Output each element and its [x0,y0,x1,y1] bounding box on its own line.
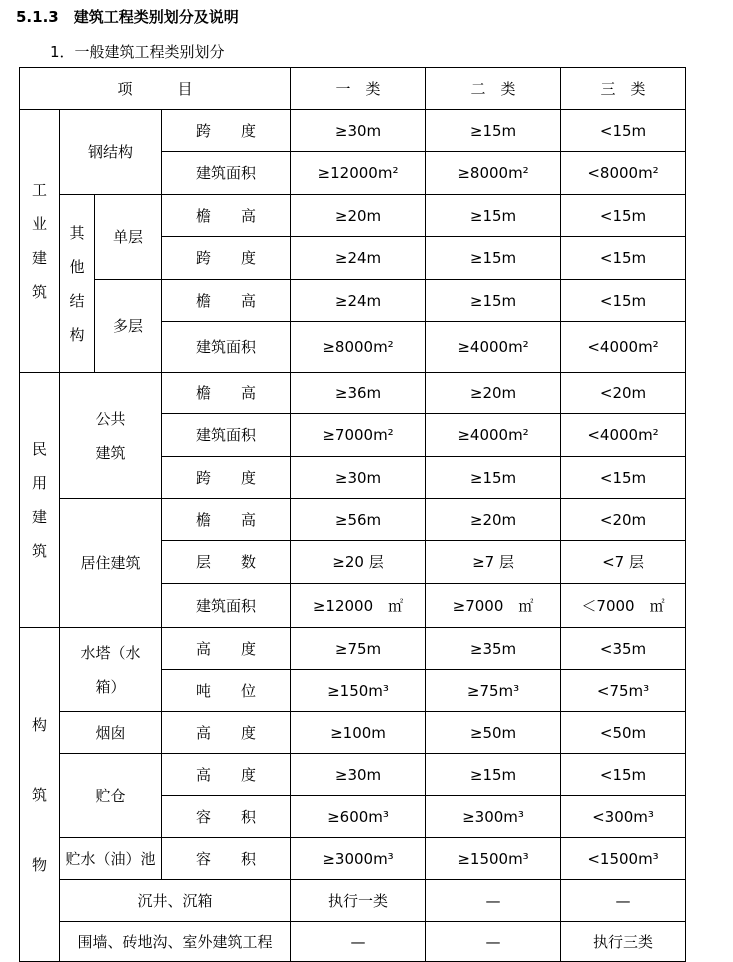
multi-storey: 多层 [95,280,162,373]
row-class1: — [291,922,426,962]
row-class2: ≥7000 ㎡ [426,584,561,628]
row-class3: <7 层 [561,541,686,584]
sink-well: 沉井、沉箱 [60,880,291,922]
row-class3: <20m [561,499,686,541]
row-item: 建筑面积 [162,584,291,628]
industrial-label: 工业建筑 [31,181,47,301]
row-class1: ≥30m [291,457,426,499]
table-row [20,628,686,670]
row-class1: 执行一类 [291,880,426,922]
row-class3: <15m [561,457,686,499]
table-row [20,373,686,414]
row-item: 容 积 [162,796,291,838]
building-class-table [19,67,686,962]
row-class1: ≥36m [291,373,426,414]
silo: 贮仓 [60,754,162,838]
civil-label: 民用建筑 [31,440,47,560]
table-row [20,880,686,922]
row-item: 高 度 [162,712,291,754]
row-class1: ≥20 层 [291,541,426,584]
row-item: 吨 位 [162,670,291,712]
other-structure [60,195,95,373]
row-class1: ≥30m [291,754,426,796]
storage-pool: 贮水（油）池 [60,838,162,880]
row-class1: ≥150m³ [291,670,426,712]
header-class1: 一 类 [291,68,426,110]
table-row [20,838,686,880]
row-item: 建筑面积 [162,322,291,373]
row-item: 檐 高 [162,195,291,237]
row-class3: <4000m² [561,414,686,457]
fence-works: 围墙、砖地沟、室外建筑工程 [60,922,291,962]
row-class3: <75m³ [561,670,686,712]
row-class3: <50m [561,712,686,754]
row-class2: — [426,880,561,922]
subsection-heading: 1．一般建筑工程类别划分 [50,43,225,61]
row-class3: <1500m³ [561,838,686,880]
structures-label: 构筑物 [31,715,47,874]
industrial-category [20,110,60,373]
row-item: 檐 高 [162,280,291,322]
single-storey: 单层 [95,195,162,280]
header-class2: 二 类 [426,68,561,110]
residential-building: 居住建筑 [60,499,162,628]
row-class1: ≥30m [291,110,426,152]
row-class1: ≥24m [291,280,426,322]
row-item: 檐 高 [162,499,291,541]
row-item: 建筑面积 [162,152,291,195]
row-class3: <4000m² [561,322,686,373]
row-class2: ≥15m [426,457,561,499]
row-class1: ≥12000 ㎡ [291,584,426,628]
table-row [20,754,686,796]
water-tower-label: 水塔（水箱） [80,643,141,696]
row-item: 高 度 [162,754,291,796]
row-class3: ＜7000 ㎡ [561,584,686,628]
table-row [20,712,686,754]
table-row [20,499,686,541]
row-class1: ≥600m³ [291,796,426,838]
row-class2: ≥15m [426,754,561,796]
civil-category [20,373,60,628]
row-class1: ≥12000m² [291,152,426,195]
row-class2: ≥20m [426,499,561,541]
row-class3: <8000m² [561,152,686,195]
row-class2: ≥35m [426,628,561,670]
row-class3: <15m [561,110,686,152]
table-row [20,280,686,322]
row-item: 跨 度 [162,457,291,499]
row-class2: ≥4000m² [426,414,561,457]
row-class2: ≥20m [426,373,561,414]
row-item: 层 数 [162,541,291,584]
row-item: 檐 高 [162,373,291,414]
section-heading: 5.1.3 建筑工程类别划分及说明 [16,8,239,26]
chimney: 烟囱 [60,712,162,754]
row-class2: ≥15m [426,237,561,280]
row-class2: — [426,922,561,962]
row-class2: ≥300m³ [426,796,561,838]
header-item: 项 目 [20,68,291,110]
table-header-row [20,68,686,110]
row-class1: ≥8000m² [291,322,426,373]
row-class1: ≥7000m² [291,414,426,457]
row-class3: <20m [561,373,686,414]
water-tower [60,628,162,712]
public-building [60,373,162,499]
row-class2: ≥75m³ [426,670,561,712]
row-class1: ≥20m [291,195,426,237]
row-class2: ≥7 层 [426,541,561,584]
row-class3: <35m [561,628,686,670]
row-class2: ≥50m [426,712,561,754]
row-class1: ≥75m [291,628,426,670]
row-class3: <15m [561,237,686,280]
public-building-label: 公共建筑 [95,409,126,462]
row-item: 高 度 [162,628,291,670]
row-class3: <15m [561,195,686,237]
row-class3: 执行三类 [561,922,686,962]
row-class1: ≥100m [291,712,426,754]
steel-structure: 钢结构 [60,110,162,195]
row-class3: <300m³ [561,796,686,838]
row-class1: ≥3000m³ [291,838,426,880]
other-structure-label: 其他结构 [69,223,85,344]
row-class3: <15m [561,754,686,796]
table-row [20,922,686,962]
table-row [20,195,686,237]
row-class3: <15m [561,280,686,322]
row-class2: ≥15m [426,280,561,322]
row-class2: ≥15m [426,195,561,237]
row-class3: — [561,880,686,922]
row-class2: ≥1500m³ [426,838,561,880]
row-item: 跨 度 [162,110,291,152]
row-class2: ≥15m [426,110,561,152]
row-item: 跨 度 [162,237,291,280]
row-item: 建筑面积 [162,414,291,457]
row-class2: ≥8000m² [426,152,561,195]
row-class1: ≥56m [291,499,426,541]
row-class1: ≥24m [291,237,426,280]
structures-category [20,628,60,962]
row-item: 容 积 [162,838,291,880]
header-class3: 三 类 [561,68,686,110]
row-class2: ≥4000m² [426,322,561,373]
table-row [20,110,686,152]
